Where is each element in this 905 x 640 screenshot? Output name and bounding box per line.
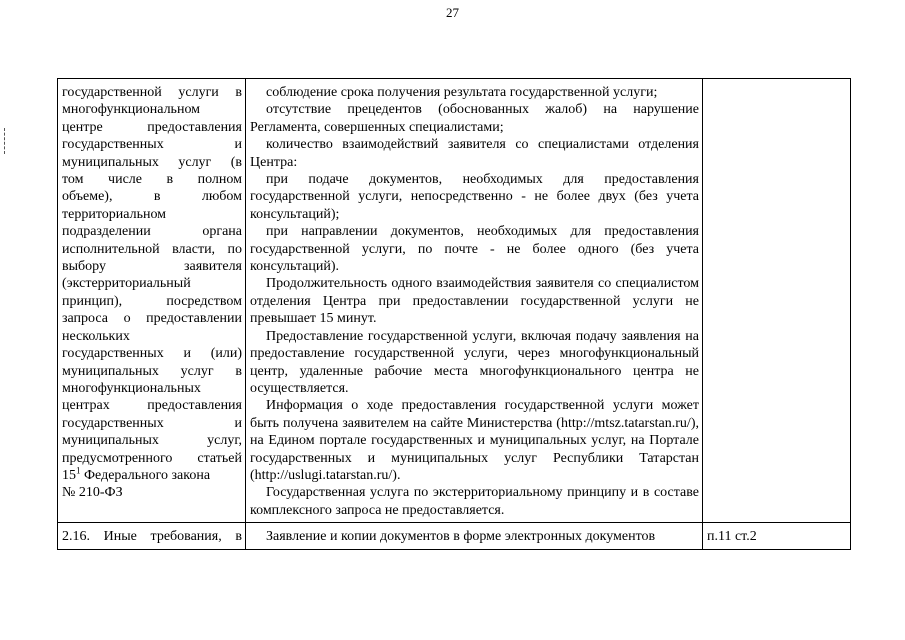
content-cell bbox=[246, 523, 703, 549]
requirement-cell bbox=[58, 523, 246, 549]
requirement-line: предусмотренного статьей bbox=[62, 450, 242, 466]
page-number: 27 bbox=[446, 5, 459, 20]
requirement-line: исполнительной власти, по bbox=[62, 241, 242, 257]
requirement-line: подразделении органа bbox=[62, 224, 242, 240]
content-text bbox=[250, 84, 699, 519]
requirement-line: муниципальных услуг в bbox=[62, 363, 242, 379]
requirement-line: государственной услуги в bbox=[62, 85, 242, 100]
requirement-line: муниципальных услуг, bbox=[62, 433, 242, 449]
requirement-line: (экстерриториальный bbox=[62, 276, 191, 292]
requirement-line: том числе в полном bbox=[62, 172, 242, 188]
requirement-line: центрах предоставления bbox=[62, 398, 242, 414]
requirement-line: объеме), в любом bbox=[62, 189, 242, 205]
requirement-line: нескольких bbox=[62, 328, 130, 344]
requirement-line: запроса о предоставлении bbox=[62, 311, 242, 327]
requirement-line: многофункциональных bbox=[62, 380, 201, 396]
requirement-line: государственных и (или) bbox=[62, 346, 242, 362]
content-paragraph: при направлении документов, необходимых для предоставления государственной услуги, по почте - не более одного (без учета консультаций). bbox=[250, 224, 699, 275]
law-id: № 210-ФЗ bbox=[62, 485, 123, 501]
content-paragraph: при подаче документов, необходимых для предоставления государственной услуги, непосредственно - не более двух (без учета консультаций); bbox=[250, 172, 699, 222]
requirement-text bbox=[62, 84, 242, 467]
content-paragraph: Информация о ходе предоставления государственной услуги может быть получена заявителем на сайте Министерства (http://mtsz.tatarstan.ru/), на Едином портале государственных и муниципальных услуг, на Портале государственных и муниципальных услуг Республики Татарстан (http://uslugi.tatarstan.ru/). bbox=[250, 398, 699, 483]
content-paragraph: Предоставление государственной услуги, включая подачу заявления на предоставление государственной услуги, через многофункциональный центр, удаленные рабочие места многофункционального центра не осуществляется. bbox=[250, 328, 699, 396]
margin-scan-mark bbox=[4, 128, 6, 154]
requirement-line: принцип), посредством bbox=[62, 293, 242, 309]
content-paragraph: количество взаимодействий заявителя со специалистами отделения Центра: bbox=[250, 137, 699, 170]
content-paragraph: Продолжительность одного взаимодействия заявителя со специалистом отделения Центра при предоставлении государственной услуги не превышает 15 минут. bbox=[250, 276, 699, 327]
requirement-cell bbox=[58, 79, 246, 523]
reference-cell: п.11 ст.2 bbox=[703, 523, 851, 549]
content-paragraph: соблюдение срока получения результата государственной услуги; bbox=[266, 85, 658, 100]
table-row bbox=[58, 79, 851, 523]
law-text: Федерального закона bbox=[80, 467, 211, 483]
content-cell bbox=[246, 79, 703, 523]
requirement-line: выбору заявителя bbox=[62, 259, 242, 275]
law-article: 15 bbox=[62, 467, 76, 483]
law-article-sup: 1 bbox=[76, 465, 81, 476]
content-paragraph: отсутствие прецедентов (обоснованных жалоб) на нарушение Регламента, совершенных специалистами; bbox=[250, 102, 699, 135]
content-paragraph: Государственная услуга по экстерриториальному принципу и в составе комплексного запроса не предоставляется. bbox=[250, 485, 699, 518]
law-reference bbox=[62, 467, 242, 502]
requirement-line: государственных и bbox=[62, 415, 242, 431]
requirement-title: 2.16. Иные требования, в bbox=[62, 529, 242, 545]
requirement-line: государственных и bbox=[62, 137, 242, 153]
reference-cell bbox=[703, 79, 851, 523]
requirement-line: многофункциональном bbox=[62, 102, 201, 118]
regulation-table bbox=[57, 78, 851, 550]
table-row bbox=[58, 523, 851, 549]
requirement-line: территориальном bbox=[62, 206, 167, 222]
requirement-line: центре предоставления bbox=[62, 119, 242, 135]
content-paragraph: Заявление и копии документов в форме электронных документов bbox=[266, 529, 656, 545]
requirement-line: муниципальных услуг (в bbox=[62, 154, 242, 170]
